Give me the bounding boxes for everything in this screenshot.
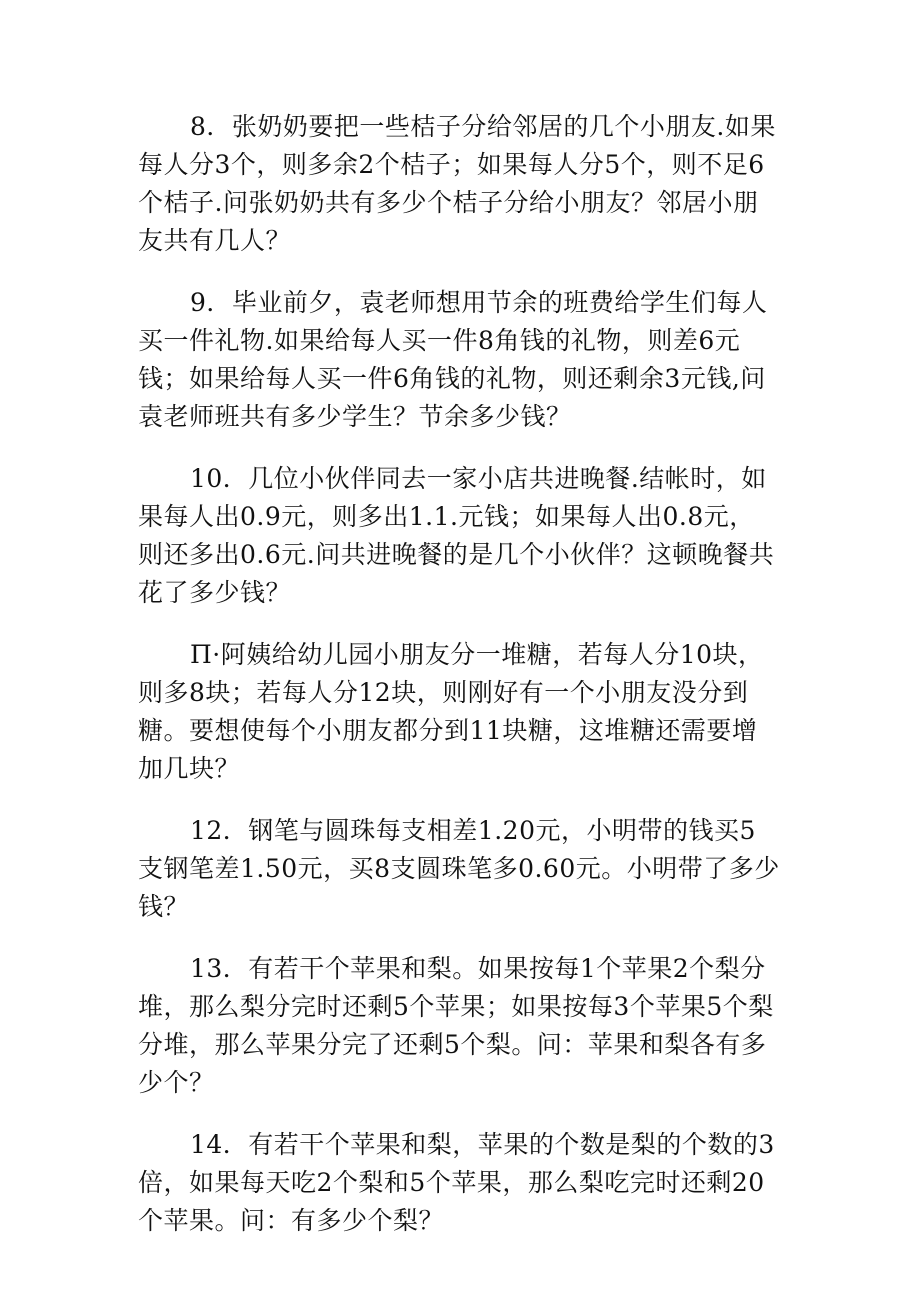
problem-8: 8．张奶奶要把一些桔子分给邻居的几个小朋友.如果每人分3个，则多余2个桔子；如果每人分5个，则不足6个桔子.问张奶奶共有多少个桔子分给小朋友？邻居小朋友共有几人？ — [138, 112, 776, 255]
problem-13: 13．有若干个苹果和梨。如果按每1个苹果2个梨分堆，那么梨分完时还剩5个苹果；如果按每3个苹果5个梨分堆，那么苹果分完了还剩5个梨。问：苹果和梨各有多少个？ — [138, 954, 774, 1097]
problem-14: 14．有若干个苹果和梨，苹果的个数是梨的个数的3倍，如果每天吃2个梨和5个苹果，那么梨吃完时还剩20个苹果。问：有多少个梨？ — [138, 1130, 775, 1235]
document-page — [138, 108, 780, 1264]
problem-10: 10．几位小伙伴同去一家小店共进晚餐.结帐时，如果每人出0.9元，则多出1.1.元钱；如果每人出0.8元，则还多出0.6元.问共进晚餐的是几个小伙伴？这顿晚餐共花了多少钱？ — [138, 464, 775, 607]
problem-12: 12．钢笔与圆珠每支相差1.20元，小明带的钱买5支钢笔差1.50元，买8支圆珠笔多0.60元。小明带了多少钱？ — [138, 816, 780, 921]
problem-9: 9．毕业前夕，袁老师想用节余的班费给学生们每人买一件礼物.如果给每人买一件8角钱的礼物，则差6元钱；如果给每人买一件6角钱的礼物，则还剩余3元钱,问袁老师班共有多少学生？节余多少钱？ — [138, 288, 768, 431]
problem-11: Π·阿姨给幼儿园小朋友分一堆糖，若每人分10块，则多8块；若每人分12块，则刚好有一个小朋友没分到糖。要想使每个小朋友都分到11块糖，这堆糖还需要增加几块？ — [138, 640, 764, 783]
